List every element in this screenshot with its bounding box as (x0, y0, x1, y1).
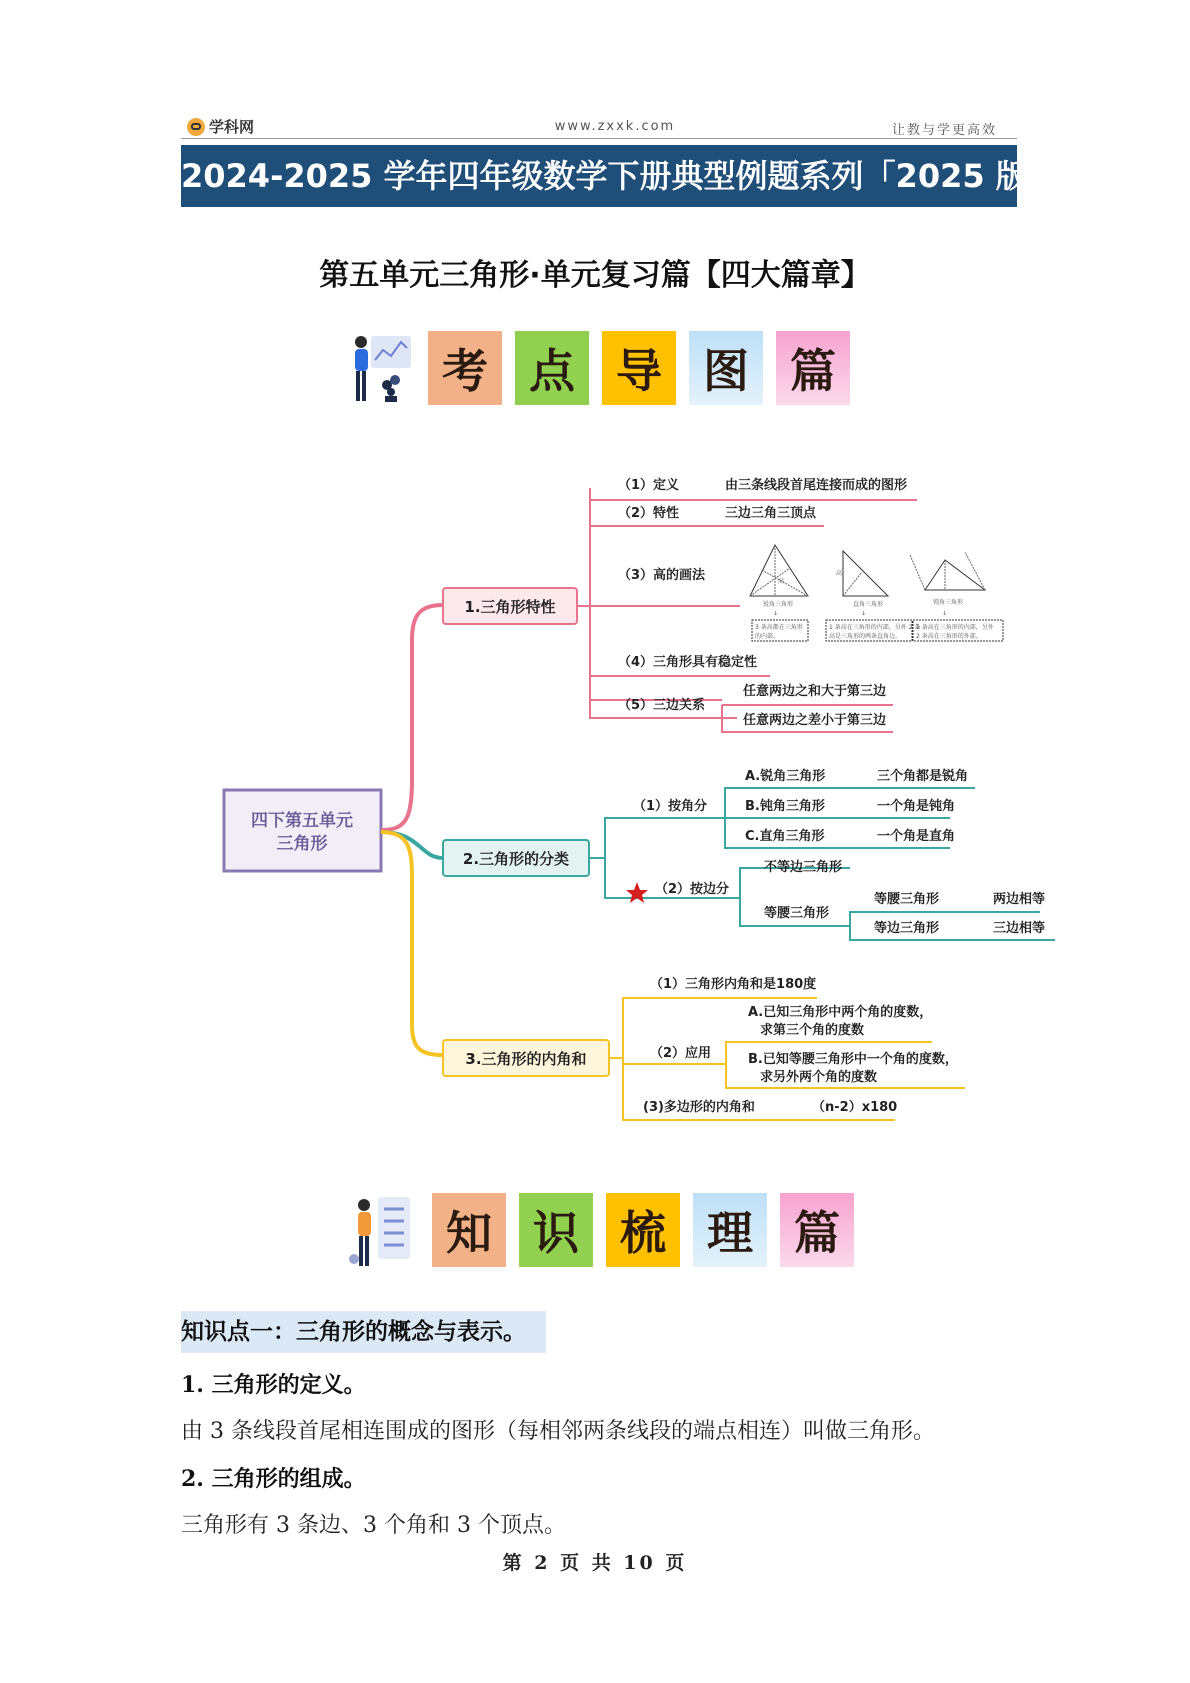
paragraph-definition: 由 3 条线段首尾相连围成的图形（每相邻两条线段的端点相连）叫做三角形。 (181, 1419, 935, 1444)
apply-a1: A.已知三角形中两个角的度数， (748, 1005, 933, 1020)
fig1-note1: 3 条高都在三角形 (755, 624, 803, 631)
fig1-note2: 的内部。 (755, 633, 780, 640)
obtuse-label: B.钝角三角形 (745, 799, 825, 814)
section2-tile: 理 (693, 1193, 767, 1267)
branch2-label: 2.三角形的分类 (462, 850, 570, 868)
site-url[interactable]: www.zxxk.com (554, 119, 676, 134)
root-line1: 四下第五单元 (251, 811, 353, 831)
branch3-label: 3.三角形的内角和 (465, 1050, 587, 1068)
fig2-note1: 1 条高在三角形的内部，另外 2 条 (829, 624, 921, 631)
side-b: 任意两边之差小于第三边 (743, 713, 887, 728)
site-slogan: 让教与学更高效 (891, 123, 997, 138)
series-banner: 2024-2025 学年四年级数学下册典型例题系列「2025 版」 (181, 145, 1017, 207)
def-label: （1）定义 (618, 478, 680, 493)
section2-title (432, 1193, 854, 1267)
heading-definition: 1. 三角形的定义。 (181, 1372, 366, 1398)
side-a: 任意两边之和大于第三边 (743, 684, 887, 699)
isosceles-text: 两边相等 (993, 892, 1046, 907)
fig3-note2: 2 条高在三角形的外部。 (916, 633, 982, 640)
section1-tile: 导 (602, 331, 676, 405)
equilateral-text: 三边相等 (993, 921, 1046, 936)
equilateral-label: 等边三角形 (874, 921, 940, 936)
unit-title: 第五单元三角形·单元复习篇【四大篇章】 (319, 258, 871, 293)
section1-tile: 考 (428, 331, 502, 405)
fig3-name: 钝角三角形 (933, 599, 964, 606)
acute-label: A.锐角三角形 (745, 769, 826, 784)
by-side-label: （2）按边分 (655, 882, 730, 897)
logo-text: 学科网 (209, 118, 255, 136)
apply-a2: 求第三个角的度数 (760, 1023, 865, 1038)
scalene-label: 不等边三角形 (764, 860, 843, 875)
side-label: （5）三边关系 (618, 698, 706, 713)
section2-tile: 篇 (780, 1193, 854, 1267)
section2-tile: 梳 (606, 1193, 680, 1267)
fig2-note2: 高是三角形的两条直角边。 (829, 633, 902, 640)
star-icon (626, 882, 648, 903)
paragraph-composition: 三角形有 3 条边、3 个角和 3 个顶点。 (181, 1513, 566, 1538)
right-text: 一个角是直角 (877, 829, 956, 844)
page-number: 第 2 页 共 10 页 (502, 1552, 688, 1574)
section2-tile: 知 (432, 1193, 506, 1267)
height-figures (742, 535, 1007, 645)
fig3-arrow: ↓ (942, 610, 948, 617)
fig1-name: 锐角三角形 (763, 601, 794, 608)
section2-tile: 识 (519, 1193, 593, 1267)
prop-text: 三边三角三顶点 (725, 506, 817, 521)
heading-composition: 2. 三角形的组成。 (181, 1466, 366, 1492)
stable-label: （4）三角形具有稳定性 (618, 655, 758, 670)
fig2-name: 直角三角形 (853, 601, 884, 608)
fig1-arrow: ↓ (773, 610, 779, 617)
sum-label: （1）三角形内角和是180度 (650, 977, 817, 992)
teacher-report-illustration (348, 1193, 418, 1273)
fig3-note1: 1 条高在三角形的内部，另外 (916, 624, 994, 631)
right-label: C.直角三角形 (745, 829, 825, 844)
height-label: （3）高的画法 (618, 568, 706, 583)
knowledge-point-title: 知识点一：三角形的概念与表示。 (181, 1311, 546, 1353)
section1-tile: 篇 (776, 331, 850, 405)
prop-label: （2）特性 (618, 506, 680, 521)
fig2-high-label: 高 (836, 570, 843, 577)
poly-label: (3)多边形的内角和 (643, 1100, 755, 1115)
apply-label: （2）应用 (650, 1046, 712, 1061)
fig-high-label: 高 (778, 578, 785, 585)
apply-b2: 求另外两个角的度数 (760, 1070, 878, 1085)
root-line2: 三角形 (276, 834, 328, 854)
acute-text: 三个角都是锐角 (877, 769, 969, 784)
by-angle-label: （1）按角分 (633, 799, 708, 814)
branch1-label: 1.三角形特性 (464, 598, 556, 616)
def-text: 由三条线段首尾连接而成的图形 (725, 478, 908, 493)
isosceles-label: 等腰三角形 (764, 906, 830, 921)
fig2-arrow: ↓ (861, 610, 867, 617)
obtuse-text: 一个角是钝角 (877, 799, 956, 814)
poly-formula: （n-2）x180 (812, 1100, 898, 1115)
section1-tile: 图 (689, 331, 763, 405)
apply-b1: B.已知等腰三角形中一个角的度数， (748, 1052, 958, 1067)
section1-tile: 点 (515, 331, 589, 405)
isosceles-sub-label: 等腰三角形 (874, 892, 940, 907)
